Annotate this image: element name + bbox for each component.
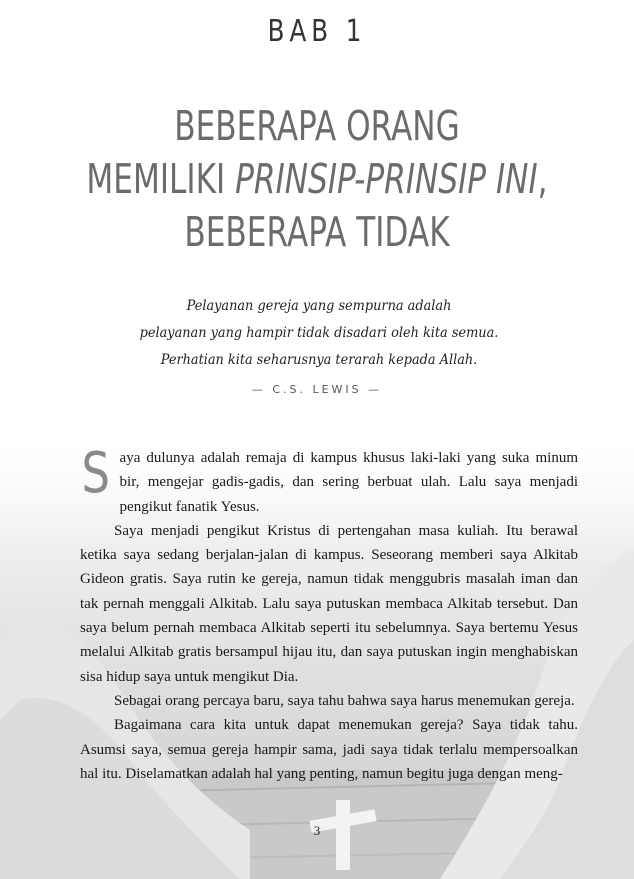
page-number: 3 xyxy=(313,823,321,838)
epigraph-line-2: pelayanan yang hampir tidak disadari oleh kita semua. xyxy=(139,325,499,341)
body-text xyxy=(80,441,578,786)
paragraph-1 xyxy=(80,441,578,519)
paragraph-1-text: aya dulunya adalah remaja di kampus khusus laki-laki yang suka minum bir, mengejar gadis-gadis, dan sering berbuat ulah. Lalu saya menjadi pengikut fanatik Yesus. xyxy=(119,450,578,515)
epigraph xyxy=(27,293,610,374)
epigraph-attribution: — C.S. LEWIS — xyxy=(251,383,383,396)
title-line-3: BEBERAPA TIDAK xyxy=(184,208,450,256)
title-line-2-suffix: , xyxy=(537,155,548,203)
chapter-label: BAB 1 xyxy=(267,14,367,49)
paragraph-2: Saya menjadi pengikut Kristus di pertengahan masa kuliah. Itu berawal ketika saya sedang berjalan-jalan di kampus. Seseorang memberi saya Alkitab Gideon gratis. Saya rutin ke gereja, namun tidak menggubris masalah iman dan tak pernah menggali Alkitab. Lalu saya putuskan membaca Alkitab tersebut. Dan saya belum pernah membaca Alkitab seperti itu sebelumnya. Saya bertemu Yesus melalui Alkitab gratis bersampul hijau itu, dan saya putuskan ingin menghabiskan sisa hidup saya untuk mengikut Dia. xyxy=(80,522,578,685)
title-line-2-prefix: MEMILIKI xyxy=(86,155,236,203)
epigraph-line-3: Perhatian kita seharusnya terarah kepada Allah. xyxy=(160,352,478,368)
title-line-2 xyxy=(76,153,558,206)
epigraph-line-1: Pelayanan gereja yang sempurna adalah xyxy=(186,298,452,314)
title-line-2-italic: PRINSIP-PRINSIP INI xyxy=(235,155,538,203)
title-line-1: BEBERAPA ORANG xyxy=(174,102,460,150)
paragraph-4: Bagaimana cara kita untuk dapat menemukan gereja? Saya tidak tahu. Asumsi saya, semua gereja hampir sama, jadi saya tidak terlalu mempersoalkan hal itu. Diselamatkan adalah hal yang penting, namun begitu juga dengan meng- xyxy=(80,717,578,782)
chapter-title xyxy=(76,100,558,259)
paragraph-3: Sebagai orang percaya baru, saya tahu bahwa saya harus menemukan gereja. xyxy=(114,692,575,709)
drop-cap: S xyxy=(81,441,110,506)
